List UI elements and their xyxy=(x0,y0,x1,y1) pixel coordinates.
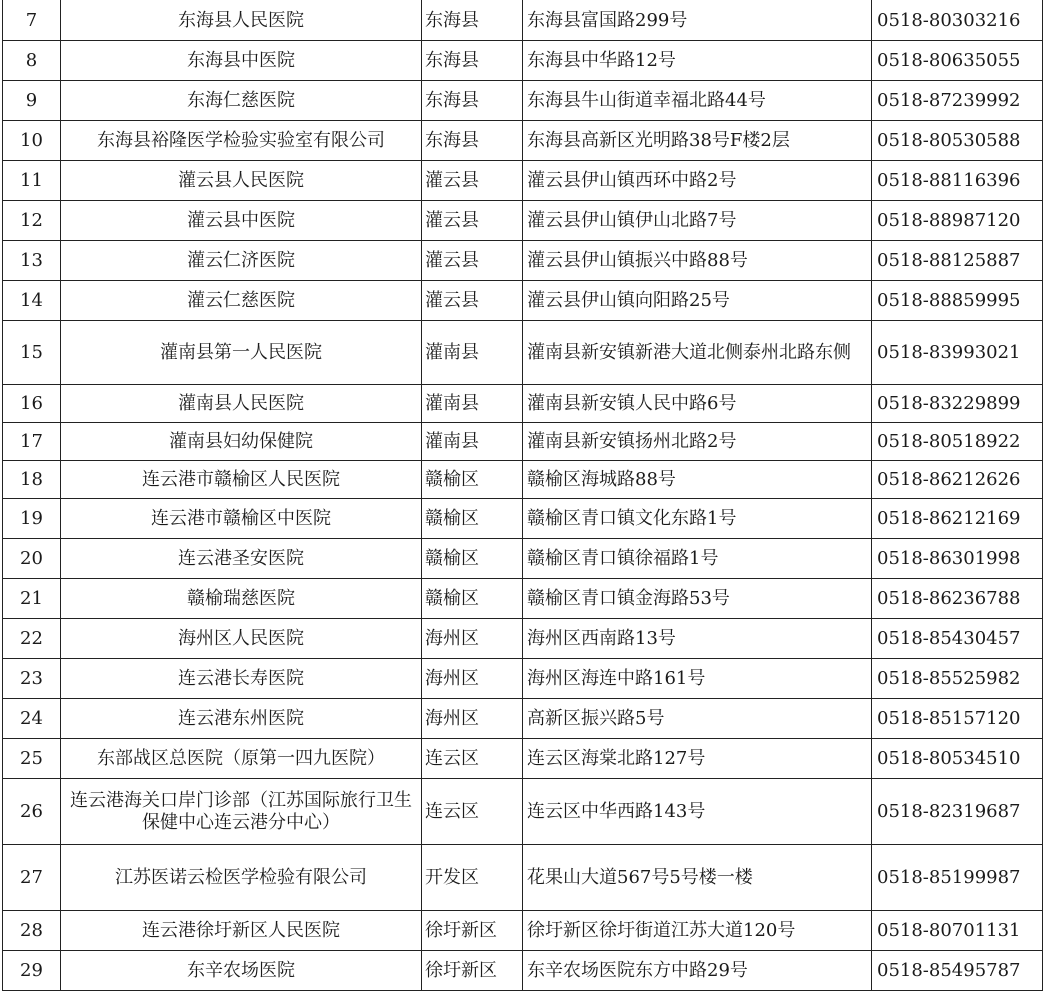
address: 赣榆区青口镇徐福路1号 xyxy=(523,539,872,579)
phone: 0518-80701131 xyxy=(872,911,1043,951)
address: 高新区振兴路5号 xyxy=(523,699,872,739)
row-number: 15 xyxy=(3,321,61,385)
district: 灌云县 xyxy=(422,201,523,241)
row-number: 17 xyxy=(3,423,61,461)
phone: 0518-83993021 xyxy=(872,321,1043,385)
district: 赣榆区 xyxy=(422,579,523,619)
hospital-name: 连云港徐圩新区人民医院 xyxy=(61,911,422,951)
phone: 0518-80635055 xyxy=(872,41,1043,81)
address: 连云区海棠北路127号 xyxy=(523,739,872,779)
table-row xyxy=(3,539,1043,579)
district: 海州区 xyxy=(422,699,523,739)
table-row xyxy=(3,81,1043,121)
address: 东海县高新区光明路38号F楼2层 xyxy=(523,121,872,161)
table-row xyxy=(3,41,1043,81)
hospital-table-body xyxy=(3,1,1043,991)
phone: 0518-80303216 xyxy=(872,1,1043,41)
hospital-name: 灌南县人民医院 xyxy=(61,385,422,423)
hospital-name: 灌云仁济医院 xyxy=(61,241,422,281)
row-number: 18 xyxy=(3,461,61,499)
hospital-name: 连云港市赣榆区中医院 xyxy=(61,499,422,539)
row-number: 19 xyxy=(3,499,61,539)
row-number: 9 xyxy=(3,81,61,121)
hospital-name: 赣榆瑞慈医院 xyxy=(61,579,422,619)
address: 东海县牛山街道幸福北路44号 xyxy=(523,81,872,121)
table-row xyxy=(3,461,1043,499)
table-row xyxy=(3,951,1043,991)
address: 赣榆区海城路88号 xyxy=(523,461,872,499)
phone: 0518-85157120 xyxy=(872,699,1043,739)
table-row xyxy=(3,659,1043,699)
hospital-name: 东海县裕隆医学检验实验室有限公司 xyxy=(61,121,422,161)
district: 赣榆区 xyxy=(422,539,523,579)
table-row xyxy=(3,1,1043,41)
phone: 0518-80534510 xyxy=(872,739,1043,779)
district: 东海县 xyxy=(422,41,523,81)
address: 灌云县伊山镇振兴中路88号 xyxy=(523,241,872,281)
district: 赣榆区 xyxy=(422,499,523,539)
address: 连云区中华西路143号 xyxy=(523,779,872,845)
phone: 0518-86236788 xyxy=(872,579,1043,619)
address: 灌云县伊山镇西环中路2号 xyxy=(523,161,872,201)
phone: 0518-85525982 xyxy=(872,659,1043,699)
address: 东海县富国路299号 xyxy=(523,1,872,41)
phone: 0518-88859995 xyxy=(872,281,1043,321)
hospital-name: 海州区人民医院 xyxy=(61,619,422,659)
hospital-name: 连云港海关口岸门诊部（江苏国际旅行卫生保健中心连云港分中心） xyxy=(61,779,422,845)
address: 灌南县新安镇人民中路6号 xyxy=(523,385,872,423)
district: 海州区 xyxy=(422,619,523,659)
phone: 0518-86212626 xyxy=(872,461,1043,499)
address: 灌云县伊山镇向阳路25号 xyxy=(523,281,872,321)
phone: 0518-85430457 xyxy=(872,619,1043,659)
table-row xyxy=(3,619,1043,659)
district: 连云区 xyxy=(422,739,523,779)
hospital-name: 连云港东州医院 xyxy=(61,699,422,739)
table-row xyxy=(3,423,1043,461)
address: 海州区海连中路161号 xyxy=(523,659,872,699)
table-row xyxy=(3,201,1043,241)
row-number: 11 xyxy=(3,161,61,201)
table-row xyxy=(3,699,1043,739)
address: 赣榆区青口镇文化东路1号 xyxy=(523,499,872,539)
table-row xyxy=(3,579,1043,619)
row-number: 14 xyxy=(3,281,61,321)
table-row xyxy=(3,499,1043,539)
district: 灌南县 xyxy=(422,321,523,385)
district: 灌南县 xyxy=(422,423,523,461)
table-row xyxy=(3,845,1043,911)
phone: 0518-85199987 xyxy=(872,845,1043,911)
address: 灌南县新安镇新港大道北侧泰州北路东侧 xyxy=(523,321,872,385)
table-row xyxy=(3,385,1043,423)
phone: 0518-88116396 xyxy=(872,161,1043,201)
row-number: 21 xyxy=(3,579,61,619)
hospital-name: 连云港长寿医院 xyxy=(61,659,422,699)
address: 灌南县新安镇扬州北路2号 xyxy=(523,423,872,461)
row-number: 26 xyxy=(3,779,61,845)
district: 海州区 xyxy=(422,659,523,699)
table-row xyxy=(3,321,1043,385)
hospital-name: 灌南县第一人民医院 xyxy=(61,321,422,385)
hospital-name: 连云港圣安医院 xyxy=(61,539,422,579)
hospital-name: 灌云县人民医院 xyxy=(61,161,422,201)
hospital-table xyxy=(2,0,1043,991)
row-number: 12 xyxy=(3,201,61,241)
hospital-name: 灌云仁慈医院 xyxy=(61,281,422,321)
hospital-name: 东海县人民医院 xyxy=(61,1,422,41)
district: 灌南县 xyxy=(422,385,523,423)
table-row xyxy=(3,161,1043,201)
hospital-name: 灌南县妇幼保健院 xyxy=(61,423,422,461)
address: 东海县中华路12号 xyxy=(523,41,872,81)
address: 花果山大道567号5号楼一楼 xyxy=(523,845,872,911)
hospital-name: 灌云县中医院 xyxy=(61,201,422,241)
phone: 0518-80530588 xyxy=(872,121,1043,161)
phone: 0518-87239992 xyxy=(872,81,1043,121)
table-row xyxy=(3,911,1043,951)
phone: 0518-88987120 xyxy=(872,201,1043,241)
table-row xyxy=(3,779,1043,845)
district: 赣榆区 xyxy=(422,461,523,499)
row-number: 20 xyxy=(3,539,61,579)
address: 徐圩新区徐圩街道江苏大道120号 xyxy=(523,911,872,951)
phone: 0518-86212169 xyxy=(872,499,1043,539)
row-number: 29 xyxy=(3,951,61,991)
district: 灌云县 xyxy=(422,241,523,281)
row-number: 24 xyxy=(3,699,61,739)
row-number: 25 xyxy=(3,739,61,779)
hospital-name: 江苏医诺云检医学检验有限公司 xyxy=(61,845,422,911)
row-number: 27 xyxy=(3,845,61,911)
table-row xyxy=(3,241,1043,281)
row-number: 28 xyxy=(3,911,61,951)
row-number: 10 xyxy=(3,121,61,161)
row-number: 13 xyxy=(3,241,61,281)
address: 海州区西南路13号 xyxy=(523,619,872,659)
row-number: 7 xyxy=(3,1,61,41)
district: 东海县 xyxy=(422,121,523,161)
table-row xyxy=(3,739,1043,779)
phone: 0518-83229899 xyxy=(872,385,1043,423)
hospital-name: 连云港市赣榆区人民医院 xyxy=(61,461,422,499)
district: 东海县 xyxy=(422,81,523,121)
district: 东海县 xyxy=(422,1,523,41)
address: 赣榆区青口镇金海路53号 xyxy=(523,579,872,619)
address: 灌云县伊山镇伊山北路7号 xyxy=(523,201,872,241)
hospital-name: 东辛农场医院 xyxy=(61,951,422,991)
row-number: 23 xyxy=(3,659,61,699)
phone: 0518-88125887 xyxy=(872,241,1043,281)
district: 连云区 xyxy=(422,779,523,845)
phone: 0518-85495787 xyxy=(872,951,1043,991)
row-number: 22 xyxy=(3,619,61,659)
district: 徐圩新区 xyxy=(422,911,523,951)
phone: 0518-80518922 xyxy=(872,423,1043,461)
hospital-name: 东海县中医院 xyxy=(61,41,422,81)
phone: 0518-82319687 xyxy=(872,779,1043,845)
district: 开发区 xyxy=(422,845,523,911)
district: 徐圩新区 xyxy=(422,951,523,991)
table-row xyxy=(3,121,1043,161)
phone: 0518-86301998 xyxy=(872,539,1043,579)
hospital-name: 东海仁慈医院 xyxy=(61,81,422,121)
address: 东辛农场医院东方中路29号 xyxy=(523,951,872,991)
row-number: 8 xyxy=(3,41,61,81)
table-row xyxy=(3,281,1043,321)
hospital-name: 东部战区总医院（原第一四九医院） xyxy=(61,739,422,779)
district: 灌云县 xyxy=(422,281,523,321)
district: 灌云县 xyxy=(422,161,523,201)
row-number: 16 xyxy=(3,385,61,423)
